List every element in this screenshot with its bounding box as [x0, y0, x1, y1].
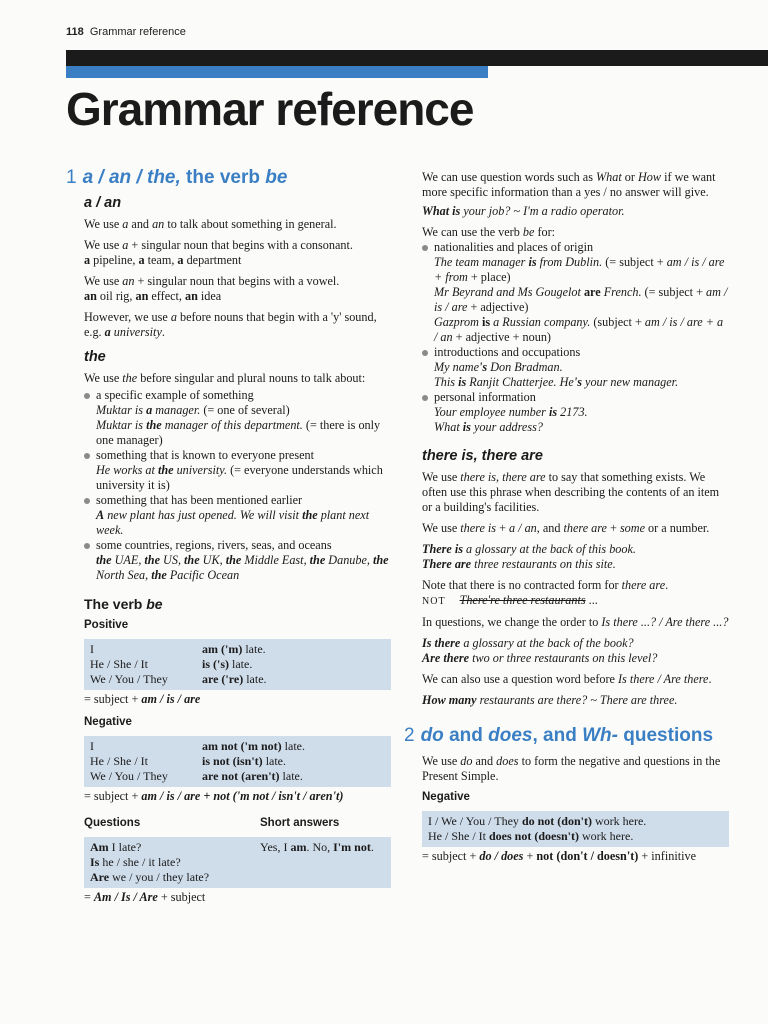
table-row: Are we / you / they late?: [90, 870, 210, 884]
table-row: We / You / They are ('re) late.: [90, 672, 267, 686]
running-head: [66, 26, 186, 38]
section-2-heading: 2 do and does, and Wh- questions: [404, 725, 714, 746]
section-2-formula: = subject + do / does + not (don't / doesn't) + infinitive: [422, 849, 696, 863]
list-item: nationalities and places of origin The team manager is from Dublin. (= subject + am / is / are + from + place) Mr Beyrand and Ms Gougelot are French. (= subject + am / is / are + adjective) Gazprom is a Russian company. (subject + am / is / are + a / an + adjective + noun): [422, 240, 729, 345]
table-row: We / You / They are not (aren't) late.: [90, 769, 303, 783]
a-an-p1: We use a and an to talk about something in general.: [84, 217, 337, 231]
short-answers-heading: Short answers: [260, 817, 340, 829]
table-row: He / She / It does not (doesn't) work here.: [428, 829, 634, 843]
the-intro: We use the before singular and plural nouns to talk about:: [84, 371, 366, 385]
table-row: I am ('m) late.: [90, 642, 266, 656]
positive-heading: Positive: [84, 619, 129, 631]
there-is-how-many-example: How many restaurants are there? ~ There are three.: [422, 693, 678, 707]
left-column: [66, 164, 391, 913]
table-row: I / We / You / They do not (don't) work here.: [428, 814, 647, 828]
a-an-p2: We use a + singular noun that begins with a consonant.: [84, 238, 353, 252]
verb-be-uses-intro: We can use the verb be for:: [422, 225, 556, 239]
questions-header-row: [66, 812, 391, 837]
section-2-negative-heading: Negative: [422, 791, 470, 803]
page-title: Grammar reference: [66, 83, 474, 135]
positive-table: [84, 639, 391, 690]
there-is-p4: In questions, we change the order to Is there ...? / Are there ...?: [422, 615, 729, 629]
there-is-p3: Note that there is no contracted form for there are. NOT There're three restaurants ...: [422, 578, 669, 607]
question-words-example: What is your job? ~ I'm a radio operator.: [422, 204, 625, 218]
positive-formula: = subject + am / is / are: [84, 692, 201, 706]
short-answer: Yes, I am. No, I'm not.: [260, 840, 374, 854]
section-2-intro: We use do and does to form the negative and questions in the Present Simple.: [422, 754, 721, 783]
section-1-heading: 1 a / an / the, the verb be: [66, 167, 288, 188]
table-row: I am not ('m not) late.: [90, 739, 305, 753]
running-head-text: Grammar reference: [89, 26, 186, 38]
a-an-heading: a / an: [84, 195, 122, 211]
a-an-p3-example: an oil rig, an effect, an idea: [84, 289, 222, 303]
a-an-p3: We use an + singular noun that begins with a vowel.: [84, 274, 340, 288]
table-row: He / She / It is not (isn't) late.: [90, 754, 287, 768]
list-item: personal information Your employee number is 2173. What is your address?: [422, 390, 729, 435]
question-words-p: We can use question words such as What or How if we want more specific information than a yes / no answer will give.: [422, 170, 716, 199]
list-item: something that has been mentioned earlier A new plant has just opened. We will visit the plant next week.: [84, 493, 391, 538]
right-column: [404, 170, 729, 872]
negative-table: [84, 736, 391, 787]
negative-formula: = subject + am / is / are + not ('m not / isn't / aren't): [84, 789, 344, 803]
list-item: some countries, regions, rivers, seas, and oceans the UAE, the US, the UK, the Middle East, the Danube, the North Sea, the Pacific Ocean: [84, 538, 391, 583]
there-is-question-examples: Is there a glossary at the back of the book? Are there two or three restaurants on this level?: [422, 636, 658, 665]
there-is-p1: We use there is, there are to say that something exists. We often use this phrase when describing the contents of an item or a building's facilities.: [422, 470, 720, 514]
the-heading: the: [84, 349, 106, 365]
questions-heading: Questions: [84, 817, 141, 829]
questions-table: [84, 837, 391, 888]
table-row: Is he / she / it late?: [90, 855, 181, 869]
top-black-bar: [66, 50, 768, 66]
list-item: introductions and occupations My name's Don Bradman. This is Ranjit Chatterjee. He's your new manager.: [422, 345, 729, 390]
table-row: Am I late? Yes, I am. No, I'm not.: [90, 840, 385, 855]
negative-heading: Negative: [84, 716, 132, 728]
there-is-examples: There is a glossary at the back of this book. There are three restaurants on this site.: [422, 542, 636, 571]
there-is-heading: there is, there are: [422, 448, 543, 464]
questions-formula: = Am / Is / Are + subject: [84, 890, 206, 904]
table-row: He / She / It is ('s) late.: [90, 657, 253, 671]
top-blue-bar: [66, 66, 488, 78]
the-list: [66, 388, 391, 583]
page-number: 118: [66, 26, 84, 38]
there-is-p5: We can also use a question word before Is there / Are there.: [422, 672, 712, 686]
a-an-p4: However, we use a before nouns that begin with a 'y' sound, e.g. a university.: [84, 310, 377, 339]
a-an-p2-example: a pipeline, a team, a department: [84, 253, 242, 267]
there-is-p2: We use there is + a / an, and there are + some or a number.: [422, 521, 710, 535]
verb-be-uses-list: [404, 240, 729, 435]
section-2-negative-table: [422, 811, 729, 847]
list-item: a specific example of something Muktar is a manager. (= one of several) Muktar is the manager of this department. (= there is only one manager): [84, 388, 391, 448]
verb-be-heading: The verb be: [84, 596, 163, 612]
list-item: something that is known to everyone present He works at the university. (= everyone understands which university it is): [84, 448, 391, 493]
